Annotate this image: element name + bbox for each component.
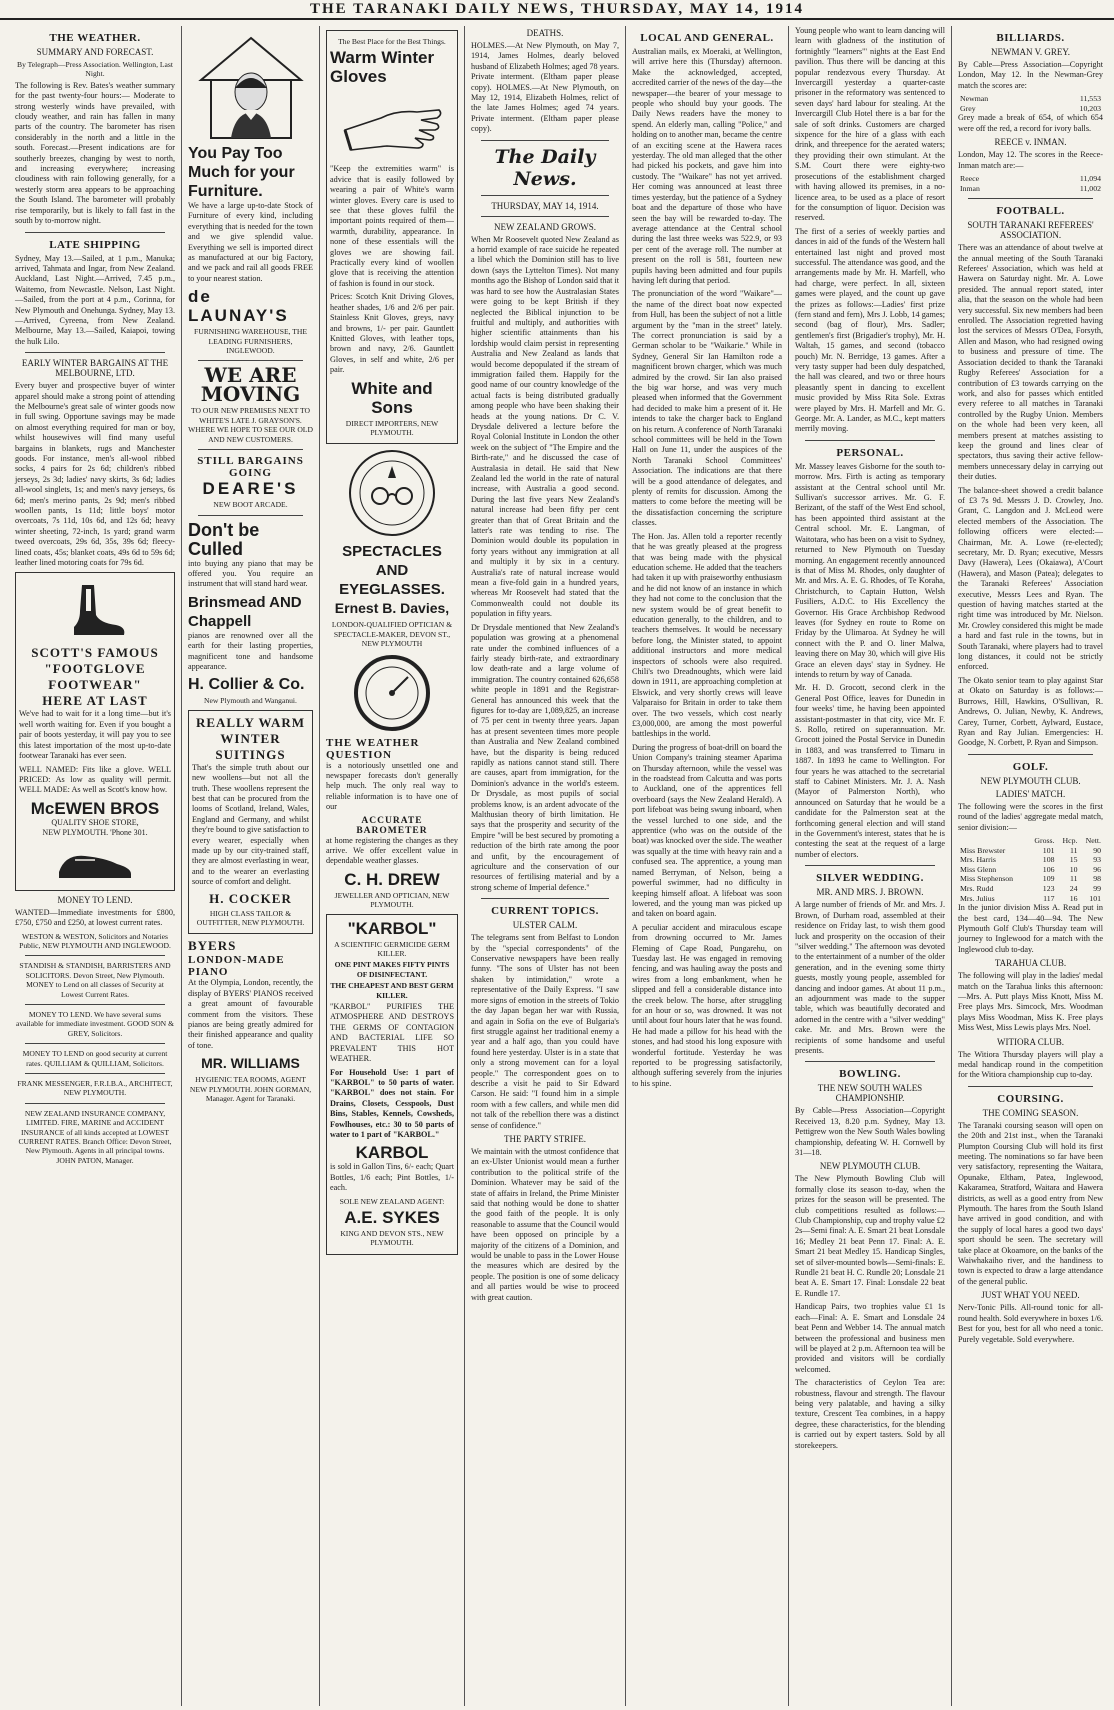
karbol-text: "KARBOL" PURIFIES THE ATMOSPHERE AND DESTROYS THE GERMS OF CONTAGION AND BACTERIAL LIFE SO PREVALENT THIS HOT WEATHER. bbox=[330, 1002, 454, 1064]
coursing-subheading: THE COMING SEASON. bbox=[982, 1107, 1079, 1118]
column-rule bbox=[181, 26, 182, 1706]
golf-article-2: In the junior division Miss A. Read put in the best card, 134—40—94. The New Plymouth Golf Club's Thursday team will journey to Inglewood for a match with the Inglewood club to-day. bbox=[958, 903, 1103, 954]
nz-grows-article: When Mr Roosevelt quoted New Zealand as a horrid example of race suicide he repeated a libel which the Dominion still has to live down (says the Lyttelton Times). Not many months ago the Bishop of London said that it was hard to see how the Australasian States were going to be kept British if they neglected the Biblical injunction to be fruitful and multiply, and authorities with higher scientific attainments than his lordship would claim persist in representing Australia and New Zealand as lands that would become depopulated if the stream of immigration failed them. Happily for the good name of our country knowledge of the actual facts is being distributed gradually among people who have been shaking their heads at the young nations. Dr C. V. Drysdale delivered a lecture before the Royal Colonial Institute in London the other week on the subject of "The Empire and the Birth-rate," and he discussed the case of Australasia in detail. He said that New Zealand led the world in the rate of natural increase, with Australia a good second. During the last five years New Zealand's natural increase had been fifty per cent greater than that of Great Britain and the latter's rate was tending to rise. The Dominion would double its population in forty years without any immigration at all and multiply it by six in a century. Australia's rate of natural increase would mean a five-fold gain in a hundred years, whereas Mr Roosevelt had stated that the Commonwealth could not double its population in fifty years. bbox=[471, 234, 619, 619]
mcewen-name: McEWEN BROS bbox=[30, 798, 160, 818]
need-heading: JUST WHAT YOU NEED. bbox=[981, 1290, 1080, 1301]
deare-name: DEARE'S bbox=[202, 479, 299, 499]
davies-name: Ernest B. Davies, bbox=[334, 600, 450, 617]
party-heading: THE PARTY STRIFE. bbox=[503, 1133, 587, 1144]
gloves-title: Warm Winter Gloves bbox=[330, 48, 435, 87]
williams-name: MR. WILLIAMS bbox=[201, 1055, 300, 1072]
coursing-heading: COURSING. bbox=[997, 1092, 1064, 1105]
table-row: Mrs. Harris 108 15 93 bbox=[960, 855, 1101, 865]
launay-name: de LAUNAY'S bbox=[188, 287, 289, 326]
nz-grows-article-2: Dr Drysdale mentioned that New Zealand's population was growing at a phenomenal rate under the combined influences of a fairly steady birth-rate, and extraordinary low death-rate and a large volume of immigration. The country contained 626,658 white people in 1891 and the Registrar-General has announced this week that the figures for to-day are 1,089,825, an increase of 75 per cent in twenty three years. Japan has at present seventeen times more people than Australia and New Zealand combined have, but the disparity is being reduced rapidly as nations cannot stand still. There are causes, apart from immigration, for the Dominion's advance in the world's esteem. Dr Drysdale, as most pupils of social problems know, is an ardent advocate of the Malthusian theory of birth limitation. He says that the prosperity and security of the Empire "will be best secured by promoting a reduction of the birth rate among the poor and unfit, by the encouragement of agriculture and the conservation of our resources of fertilising material and by a strong scheme of Imperial defence." bbox=[471, 622, 619, 892]
gloves-top-line: The Best Place for the Best Things. bbox=[338, 37, 446, 46]
column-1 bbox=[10, 26, 180, 1706]
money-notice-2: MONEY TO LEND. We have several sums available for immediate investment. GOOD SON & GREY, Solicitors. bbox=[16, 1009, 174, 1038]
scott-text: We've had to wait for it a long time—but it's well worth waiting for. Even if you bought a pair of boots yesterday, it will pay you to see this latest importation of the most up-to-date footwear Taranaki has ever seen. bbox=[19, 709, 171, 761]
tea-article: The characteristics of Ceylon Tea are: robustness, flavour and strength. The flavour being very palatable, and having a silky texture, Crescent Tea combines, in a happy degree, these characteristics, for the blending is carried out by expert tasters. Sold by all storekeepers. bbox=[795, 1378, 945, 1450]
bargains-heading: EARLY WINTER BARGAINS AT THE MELBOURNE, LTD. bbox=[21, 358, 169, 379]
personal-article: Mr. Massey leaves Gisborne for the south to-morrow. Mrs. Firth is acting as temporary assistant at the Central school until Mr. Sullivan's successor arrives. Mr. G. F. Berizant, of the staff of the West End school, has been appointed third assistant at the Central school. Mr. E. Langman, of Waitotara, who has been on a visit to Sydney, returned to New Plymouth on Tuesday morning. An engagement recently announced is that of Miss M. Rhodes, only daughter of Mr. and Mrs. A. E. G. Rhodes, of Te Koraha, Christchurch, to Captain Hutton, Welsh Fusiliers, A.D.C. to His Excellency the Governor. His Grace Archbishop Redwood leaves (for Sydney en route to Rome on Friday by the Ulimaroa. At Sydney he will connect with the P. and O. liner Malwa, leaving there on May 30, which will give His Grace an eleven days' stay in Sydney. He intends to return by way of Canada. bbox=[795, 461, 945, 679]
bowling-article: By Cable—Press Association—Copyright Received 13, 8.20 p.m. Sydney, May 13. Pettigrew won the New South Wales bowling championship, defeating W. H. Cornwell by 31—18. bbox=[795, 1106, 945, 1157]
karbol-sub: A SCIENTIFIC GERMICIDE GERM KILLER. bbox=[334, 939, 450, 959]
column-rule bbox=[464, 26, 465, 1706]
column-rule bbox=[319, 26, 320, 1706]
moving-bargains: STILL BARGAINS GOING bbox=[197, 455, 304, 480]
divider bbox=[968, 198, 1093, 199]
divider bbox=[481, 898, 609, 899]
billiards-subheading: NEWMAN V. GREY. bbox=[990, 47, 1070, 57]
weather-byline: By Telegraph—Press Association. Wellington, Last Night. bbox=[17, 60, 173, 79]
divider bbox=[968, 1086, 1093, 1087]
table-row: Inman 11,002 bbox=[960, 183, 1101, 193]
weston-notice: WESTON & WESTON, Solicitors and Notaries Public, NEW PLYMOUTH AND INGLEWOOD. bbox=[19, 931, 171, 950]
spectacles-title: SPECTACLES AND EYEGLASSES. bbox=[339, 543, 445, 599]
wedding-subheading: MR. AND MRS. J. BROWN. bbox=[816, 887, 924, 898]
billiards-heading: BILLIARDS. bbox=[996, 32, 1065, 44]
column-6 bbox=[790, 26, 950, 1706]
culled-text: into buying any piano that may be offered you. You require an instrument that will stand hard wear. bbox=[188, 558, 313, 589]
barometer-icon bbox=[352, 653, 432, 733]
sykes-name: A.E. SYKES bbox=[344, 1207, 440, 1227]
shipping-heading: LATE SHIPPING bbox=[49, 238, 141, 251]
karbol-usage: For Household Use: 1 part of "KARBOL" to 50 parts of water. "KARBOL" does not stain. For Drains, Closets, Cesspools, Dust Bins, Stables, Kennels, Cowsheds, Fowlhouses, etc.: 30 to 50 parts of water to 1 part of "KARBOL." bbox=[330, 1067, 454, 1139]
golf-article: The following were the scores in the first round of the ladies' aggregate medal match, senior division:— bbox=[958, 801, 1103, 832]
karbol-sold: is sold in Gallon Tins, 6/- each; Quart Bottles, 1/6 each; Pint Bottles, 1/- each. bbox=[330, 1162, 454, 1193]
divider bbox=[25, 1103, 165, 1104]
barometer-bold: ACCURATE BAROMETER bbox=[356, 815, 428, 836]
table-row: Miss Brewster 101 11 90 bbox=[960, 845, 1101, 855]
karbol-agent: SOLE NEW ZEALAND AGENT: bbox=[339, 1196, 445, 1206]
karbol-name: KARBOL bbox=[355, 1143, 429, 1163]
football-subheading: SOUTH TARANAKI REFEREES' ASSOCIATION. bbox=[967, 220, 1094, 241]
mcewen-address: NEW PLYMOUTH. 'Phone 301. bbox=[42, 827, 148, 837]
column-4 bbox=[466, 26, 624, 1706]
divider bbox=[481, 195, 609, 196]
divider bbox=[805, 1061, 935, 1062]
weather-subheading: SUMMARY AND FORECAST. bbox=[36, 47, 154, 57]
williams-sub: HYGIENIC TEA ROOMS, AGENT NEW PLYMOUTH. JOHN GORMAN, Manager. Agent for Taranaki. bbox=[189, 1075, 312, 1104]
divider bbox=[25, 232, 165, 233]
table-row: Grey 10,203 bbox=[960, 103, 1101, 113]
golf-heading: GOLF. bbox=[1012, 760, 1049, 773]
golf-subheading-2: LADIES' MATCH. bbox=[995, 788, 1066, 799]
need-article: Nerv-Tonic Pills. All-round tonic for all-round health. Sold everywhere in boxes 1/6. Best for you, best for all who need a tonic. Purely vegetable. Sold everywhere. bbox=[958, 1303, 1103, 1344]
tarahua-article: The following will play in the ladies' medal match on the Tarahua links this afternoon:—Mrs. A. Putt plays Miss Knott, Miss M. Free plays Mrs. Simcock, Mrs. Woodman plays Miss Woodman, Miss K. Free plays Miss West, Miss Lewis plays Mrs. Noel. bbox=[958, 971, 1103, 1033]
furniture-text: We have a large up-to-date Stock of Furniture of every kind, including everything that is needed for the town and we give splendid value. Everything we sell is imported direct as manufactured at our big Factory, and we pack and rail all goods FREE to your nearest station. bbox=[188, 201, 313, 283]
divider bbox=[968, 754, 1093, 755]
deaths-heading: DEATHS. bbox=[526, 28, 564, 38]
man-thinking-illustration bbox=[191, 30, 311, 140]
money-notice-3: MONEY TO LEND on good security at current rates. QUILLIAM & QUILLIAM, Solicitors. bbox=[22, 1049, 168, 1068]
byers-name: BYERS bbox=[188, 938, 237, 954]
bowling-heading: BOWLING. bbox=[839, 1068, 901, 1081]
column-3 bbox=[321, 26, 463, 1706]
ulster-heading: ULSTER CALM. bbox=[512, 920, 578, 931]
current-topics-heading: CURRENT TOPICS. bbox=[491, 905, 599, 918]
ulster-article: The telegrams sent from Belfast to London by the "special correspondents" of the Conservative newspapers have been really funny. "The sons of Ulster has not been shaken by intimidation," wrote a representative of the Daily Express. "I saw more signs of emotion in the streets of Tokio the day Japan began her war with Russia, and again in Sofia on the eve of Bulgaria's first struggle against her traditional enemy a year and a half ago, than you could have found here yesterday. Ulster is in a state that only a strong movement can for a loyal people." The correspondent goes on to describe a visit he paid to Sir Edward Carson. He said: "I found him in a simple room with a few callers, and while men did not talk of the rebellion there was a distinct sense of confidence." bbox=[471, 933, 619, 1130]
column-rule bbox=[951, 26, 952, 1706]
local-article-4: During the progress of boat-drill on board the Union Company's training steamer Aparima on Thursday afternoon, while the vessel was in the roadstead from Calcutta and was ports to Auckland, one of the apprentices fell overboard (says the New Zealand Herald). A port lifeboat was being swung inboard, when the vessel lurched to one side, and the apprentice (who was on the outside of the boat) was knocked over the side. The weather was squally at the time with heavy rain and a confused sea. The apprentice, a young man named Berryman, of Nelson, being a powerful swimmer, had no difficulty in keeping himself afloat. A lifeboat was soon lowered, and the young man was picked up and taken on board again. bbox=[632, 742, 782, 919]
party-article: We maintain with the utmost confidence that an ex-Ulster Unionist would mean a further contribution to the political strife of the Dominion. Whatever may be said of the state of affairs in Ireland, the Prime Minister said that nothing would be done to shatter the good faith of the people. It is only reasonable to assume that the Council would have been opposed on principle by a majority of the citizens of a Dominion, and would be unable to pass in the Lower House the measures which are desired by the people. The position is one of some delicacy and all parties would be wise to proceed with great caution. bbox=[471, 1146, 619, 1302]
barometer-text-2: at home registering the changes as they arrive. We offer excellent value in dependable weather glasses. bbox=[326, 835, 458, 866]
culled-title: Don't be Culled bbox=[188, 519, 260, 559]
divider bbox=[198, 360, 303, 361]
table-row: Miss Glenn 106 10 96 bbox=[960, 864, 1101, 874]
reece-scores bbox=[958, 174, 1103, 193]
scott-brand: "FOOTGLOVE FOOTWEAR" bbox=[44, 661, 146, 693]
golf-subheading: NEW PLYMOUTH CLUB. bbox=[980, 775, 1081, 786]
deare-sub: NEW BOOT ARCADE. bbox=[213, 500, 288, 510]
masthead: THE TARANAKI DAILY NEWS, THURSDAY, MAY 14, 1914 bbox=[0, 0, 1114, 20]
witiora-article: The Witiora Thursday players will play a medal handicap round in the competition for the Witiora championship cup to-day. bbox=[958, 1049, 1103, 1080]
standish-notice: STANDISH & STANDISH, BARRISTERS AND SOLICITORS. Devon Street, New Plymouth. MONEY to Lend on all classes of Security at Lowest Current Rates. bbox=[19, 961, 171, 999]
reece-article: London, May 12. The scores in the Reece-Inman match are:— bbox=[958, 150, 1103, 170]
shoe-icon bbox=[55, 842, 135, 882]
divider bbox=[25, 955, 165, 956]
paper-title: The Daily News. bbox=[494, 145, 596, 190]
football-heading: FOOTBALL. bbox=[996, 205, 1065, 218]
paper-date: THURSDAY, MAY 14, 1914. bbox=[491, 200, 599, 211]
launay-sub: FURNISHING WAREHOUSE, THE LEADING FURNISHERS, INGLEWOOD. bbox=[194, 327, 307, 356]
insurance-notice: NEW ZEALAND INSURANCE COMPANY, LIMITED. FIRE, MARINE and ACCIDENT INSURANCE of all kinds accepted at LOWEST CURRENT RATES. Branch Office: Devon Street, New Plymouth. Agents in all principal towns. JOHN PATON, Manager. bbox=[18, 1108, 172, 1165]
tarahua-heading: TARAHUA CLUB. bbox=[994, 958, 1067, 969]
gloves-advert bbox=[326, 30, 458, 444]
fancy-article: The first of a series of weekly parties and dances in aid of the funds of the Western hall entertained last night and proved most successful. The attendance was good, and the arrangements made by Mr. H. Marfell, who had charge, were perfect. In all, sixteen games were played, and the count up gave the prizes as follows:—Ladies' first prize (fern stand and fern), Mrs J. Lobb, 14 games; second (bag of flour), Mrs. Sadler; gentlemen's first (Brigadier's trophy), Mr. H. Waltah, 15 games, and second (tobacco pouch) Mr. N. Berridge, 13 games. After a very tasty supper had been duly despatched, the hall was cleared, and two or three hours pleasantly spent in dancing to excellent music provided by Miss Rita Sole. Extras were played by Mrs. H. Marfell and Mr. G. George. Mr. A. Lander, as M.C., kept matters merrily moving. bbox=[795, 226, 945, 434]
wedding-heading: SILVER WEDDING. bbox=[816, 872, 924, 885]
suitings-advert bbox=[188, 710, 313, 935]
football-article: There was an attendance of about twelve at the annual meeting of the South Taranaki Referees' Association, which was held at Hawera on Saturday night. Mr. A. Lowe presided. The annual report stated, inter alia, that the season on the whole had been very successful. Six new members had been enrolled. The Association regretted having lost the services of Messrs O'Dea, Forsyth, Allen and Mason, who had resigned owing to business and pressure of time. The Association decided to thank the Taranaki Rugby Referees' Association for a contribution of £3 towards carrying on the work, and also for passes which entitled every referee to all matches in Taranaki controlled by the Rugby Union. Members on the whole had been very keen, all members present at matches assisting to keep the ground and lines clear of spectators, thus saving their active fellow-members unnecessary delay in carrying out their duties. bbox=[958, 243, 1103, 482]
karbol-cheap: THE CHEAPEST AND BEST GERM KILLER. bbox=[330, 981, 454, 1000]
mcewen-sub: QUALITY SHOE STORE, bbox=[51, 817, 139, 827]
deaths-notices: HOLMES.—At New Plymouth, on May 7, 1914, James Holmes, dearly beloved husband of Elizabeth Holmes; aged 78 years. Private interment. (Eltham paper please copy). HOLMES.—At New Plymouth, on May 12, 1914, Elizabeth Holmes, relict of the late James Holmes; aged 74 years. Private interment. (Eltham paper please copy). bbox=[471, 41, 620, 134]
column-rule bbox=[625, 26, 626, 1706]
table-row: Miss Stephenson 109 11 98 bbox=[960, 874, 1101, 884]
billiards-article: By Cable—Press Association—Copyright London, May 12. In the Newman-Grey match the scores are: bbox=[958, 60, 1103, 90]
messenger-notice: FRANK MESSENGER, F.R.I.B.A., ARCHITECT, NEW PLYMOUTH. bbox=[17, 1079, 173, 1098]
money-text: WANTED—Immediate investments for £800, £750, £750 and £250, at lowest current rates. bbox=[15, 907, 175, 928]
scott-here: HERE AT LAST bbox=[42, 693, 148, 709]
personal-article-2: Mr. H. D. Grocott, second clerk in the General Post Office, leaves for Dunedin in four weeks' time, he having been appointed assistant-postmaster in that city, vice Mr. F. S. Rollo, retired on superannuation. Mr. Grocott joined the Postal Service in Dunedin in 1883, and was transferred to Timaru in 1887. In 1893 he came to Wellington. For four years he was attached to the secretarial staff to Cabinet Ministers. Mr. J. A. Nash (Mayor of Palmerston North), who announced on Saturday that he would be a candidate for the Palmerston seat at the forthcoming general election and will stand in the Government's interest, states that he is contesting the seat at the request of a large number of electors. bbox=[795, 683, 945, 859]
divider bbox=[481, 140, 609, 141]
divider bbox=[481, 216, 609, 217]
club-article: The New Plymouth Bowling Club will formally close its season to-day, when the prizes for the season will be presented. The club competitions resulted as follows:— Club Championship, cup and trophy value £2 2s—Semi final: A. E. Smart 21 beat Lonsdale 16; Medley 21 beat Penn 17. Final: A. E. Smart 21 beat Medley 15. Handicap Singles, set of silver-mounted bowls—Semi-finals: E. Rundle 21 beat H. C. Rundle 20; Lonsdale 21 beat A. E. Smart 17. Final: Lonsdale 22 beat E. Rundle 17. bbox=[795, 1174, 945, 1298]
witiora-heading: WITIORA CLUB. bbox=[997, 1036, 1064, 1047]
white-name: White and Sons bbox=[351, 378, 433, 417]
cocker-sub: HIGH CLASS TAILOR & OUTFITTER, NEW PLYMOUTH. bbox=[196, 908, 305, 928]
collier-address: New Plymouth and Wanganui. bbox=[204, 696, 297, 706]
divider bbox=[25, 352, 165, 353]
dance-article: Young people who want to learn dancing will learn with gladness of the institution of fortnightly "learners'" nights at the East End pavilion. Thus there will be dancing at this popular rendezvous every Thursday. At Invercargill yesterday a quarter-caste prisoner in the reformatory was sentenced to seven days' hard labour for stealing. At the Invercargill Club Hotel there is a bar for the sale of soft drinks. Customers are charged sixpence for the hire of a glass with each drink, and threepence for the aerated waters; they providing their own stimulant. At the S.M. Court there were eighty-two prosecutions of the establishment charged with having allowed its premises, in a no-licence area, to be used as a place of resort for the consumption of liquor. Decision was reserved. bbox=[795, 26, 945, 223]
club-article-2: Handicap Pairs, two trophies value £1 1s each—Final: A. E. Smart and Lonsdale 24 beat Penn and Webber 14. The annual match between the professional and business men will be played at 2 p.m. Afternoon tea will be provided and visitors will be cordially welcomed. bbox=[795, 1302, 945, 1374]
golf-scores bbox=[958, 836, 1103, 903]
column-rule bbox=[788, 26, 789, 1706]
boot-icon bbox=[60, 581, 130, 641]
gloves-prices: Prices: Scotch Knit Driving Gloves, heather shades, 1/6 and 2/6 per pair. Stainless Knit Gloves, greys, navy and browns, 1/- per pair. Gauntlett Knitted Gloves, with leather tops, brown and navy, 2/6. Gauntlett Gloves, in self and white, 2/6 per pair. bbox=[330, 292, 454, 375]
suitings-text: That's the simple truth about our new woollens—but not all the truth. These woollens represent the best that can be procured from the looms of Scotland, Ireland, Wales, England and Germany, and whilst they're bound to give satisfaction to every wearer, especially when made up by our city-trained staff, they are almost everlasting in wear, and to the wearer an everlasting source of comfort and delight. bbox=[192, 762, 309, 887]
white-sub: DIRECT IMPORTERS, NEW PLYMOUTH. bbox=[345, 418, 439, 437]
karbol-advert bbox=[326, 914, 458, 1255]
local-article-3: The Hon. Jas. Allen told a reporter recently that he was greatly pleased at the progress that was being made with the physical education scheme. He added that the teachers had taken it up with praiseworthy enthusiasm and he did not know of an instance in which they had not come to the conclusion that the new system would be of great benefit to education generally, to the children, and to teachers themselves. It would be necessary before long, the Minister stated, to appoint additional instructors and more medical inspectors of schools were also required. Chili's two Dreadnoughts, which were laid down in 1911, are approaching completion at Elswick, and very shortly crews will leave Valparaiso for Britain in order to take them over. The two vessels, which cost nearly £3,000,000, are among the most powerful battleships in the world. bbox=[632, 531, 782, 739]
table-row: Mrs. Julius 117 16 101 bbox=[960, 893, 1101, 903]
barometer-text: is a notoriously unsettled one and newspaper forecasts don't generally help much. The only real way to reliable information is to have one of our bbox=[326, 760, 458, 812]
club-heading: NEW PLYMOUTH CLUB. bbox=[819, 1161, 921, 1172]
brinsmead-title: Brinsmead AND Chappell bbox=[188, 593, 302, 630]
piano-title: LONDON-MADE PIANO bbox=[188, 954, 285, 979]
moving-title: WE ARE MOVING bbox=[200, 363, 301, 407]
drew-name: C. H. DREW bbox=[344, 869, 440, 889]
local-article-5: A peculiar accident and miraculous escape from drowning occurred to Mr. James Fleming of Cape Road, Pungarehu, on Tuesday last. He was engaged in removing fencing, and was hauling away the posts and wires from a long embankment, when he slipped and fell a considerable distance into the creek below. The horse, after struggling for an hour or so, was drowned. It was not until about four hours later that he was found. He had made a pillow for his head with the stones, and had stood his long exposure with wonderful fortitude. Yesterday he was reported to be progressing satisfactorily, although suffering severely from the injuries to his spine. bbox=[632, 922, 782, 1088]
scott-title: SCOTT'S FAMOUS bbox=[31, 645, 159, 661]
barometer-title: THE WEATHER QUESTION bbox=[326, 736, 420, 761]
moving-text: TO OUR NEW PREMISES NEXT TO WHITE'S LATE J. GRAYSON'S. WHERE WE HOPE TO SEE OUR OLD AND NEW CUSTOMERS. bbox=[188, 406, 313, 444]
divider bbox=[805, 865, 935, 866]
drew-sub: JEWELLER AND OPTICIAN, NEW PLYMOUTH. bbox=[334, 890, 450, 910]
cocker-name: H. COCKER bbox=[209, 890, 292, 906]
furniture-title: You Pay Too Much for your Furniture. bbox=[188, 145, 295, 200]
collier-name: H. Collier & Co. bbox=[188, 676, 305, 694]
column-2 bbox=[183, 26, 318, 1706]
table-header: Gross. Hcp. Nett. bbox=[1034, 835, 1101, 845]
divider bbox=[805, 440, 935, 441]
shipping-article: Sydney, May 13.—Sailed, at 1 p.m., Manuka; arrived, Tahmata and Ingar, from New Zealand. Auckland, Last Night.—Arrived, 7.45 p.m., Waitemo, from Newcastle. Nelson, Last Night.—Sailed, from the port at 4 p.m., Corinna, for New Plymouth and Onehunga. Sydney, May 13.—Arrived, Cyreena, from New Zealand. Melbourne, May 13.—Sailed, Kaiapoi, towing the hulk Lilo. bbox=[15, 253, 175, 346]
weather-heading: THE WEATHER. bbox=[49, 32, 141, 44]
divider bbox=[198, 515, 303, 516]
nz-grows-heading: NEW ZEALAND GROWS. bbox=[493, 221, 597, 232]
local-heading: LOCAL AND GENERAL. bbox=[640, 32, 774, 44]
divider bbox=[25, 1073, 165, 1074]
column-7 bbox=[953, 26, 1108, 1706]
local-article: Australian mails, ex Moeraki, at Wellington, will arrive here this (Thursday) afternoon. Make the acknowledged, accepted, accredited carrier of the news of the day—the newspaper—the bearer of your message to people who should buy your goods. The Daily News readers have the money to spend. An elderly man, calling "Police," and holding on to another man, became the centre of an exciting scene at the Hawera races yesterday. The old man alleged that the other had picked his pockets, and gave him into custody. The "Waikare" has not yet arrived. Her coming was announced at least three times yesterday, but the patience of a Sydney boat and the departure of those who have seen the bay will be rewarded to-day. The average attendance at the Central school during the last three weeks was 522.9, or 93 per cent of the average roll. The number at present on the roll is 581, fourteen new pupils having been admitted and four pupils having left during that period. bbox=[632, 47, 782, 285]
money-heading: MONEY TO LEND. bbox=[57, 894, 133, 905]
suitings-title: REALLY WARM WINTER SUITINGS bbox=[195, 714, 306, 762]
wedding-article: A large number of friends of Mr. and Mrs. J. Brown, of Durham road, assembled at their residence on Friday last, to wish them good luck and prosperity on the occasion of their "silver wedding." The afternoon was devoted to the entertainment of a number of the older generation, and in the evening some thirty guests, mostly young people, assembled for dancing and indoor games. At about 11 p.m., an adjournment was made to the supper table, which was beautifully decorated and adorned in the centre with a "silver wedding" cake. Mr. and Mrs. Brown were the recipients of some handsome and useful presents. bbox=[795, 900, 945, 1055]
davies-sub: LONDON-QUALIFIED OPTICIAN & SPECTACLE-MAKER, DEVON ST., NEW PLYMOUTH bbox=[331, 620, 453, 649]
bowling-subheading: THE NEW SOUTH WALES CHAMPIONSHIP. bbox=[817, 1083, 923, 1104]
billiards-article-2: Grey made a break of 654, of which 654 were off the red, a record for ivory balls. bbox=[958, 113, 1103, 133]
table-row: Reece 11,094 bbox=[960, 174, 1101, 184]
weather-article: The following is Rev. Bates's weather summary for the past twenty-four hours:— Moderate to strong westerly winds have prevailed, with cloudy weather, and rain has fallen in many parts of the country. The barometer has risen considerably in the north and a little in the south. Forecast.—Present indications are for southerly breezes, changing by west to north, and increasing everywhere; increasing cloudiness with rain following generally, for a westerly storm area appears to be approaching the South Island. The barometer will probably rise temporarily, but is likely to fall fast in the south by to-morrow night. bbox=[15, 80, 175, 226]
football-article-3: The Okato senior team to play against Star at Okato on Saturday is as follows:—Burrows, Hill, Hawkins, O'Sullivan, R. Andrews, O. Julian, Newby, K. Andrews, Carey, Turner, Corbett, Aylward, Eustace, Ryan and Ray Julian. Emergencies: H. Goodge, N. Corbett, P. Ryan and Simpson. bbox=[958, 675, 1103, 748]
karbol-title: "KARBOL" bbox=[347, 918, 437, 938]
football-article-2: The balance-sheet showed a credit balance of £3 7s 9d. Messrs J. D. Crowley, Jno. Grant, C. Langdon and J. McLeod were elected members of the Association. The following officers were elected:—Chairman, Mr. A. Lowe (re-elected); secretary, Mr. D. Ryan; executive, Messrs Davy (Hawera), Lees (Okaiawa), A'Court (Hawera), and Mason (Patea); delegates to the Taranaki Referees' Association executive, Messrs Lees and Ryan. The question of having matches started at the right time was introduced by Mr. Nielson. Mr. Crowley considered this might be made a hard and fast rule in the towns, but in South Taranaki, where players had to travel long distances, it could not be strictly enforced. bbox=[958, 485, 1103, 672]
brinsmead-text: pianos are renowned over all the earth for their lasting properties, magnificent tone and handsome appearance. bbox=[188, 630, 313, 671]
scott-claims: WELL NAMED: Fits like a glove. WELL PRICED: As low as quality will permit. WELL MADE: As well as Scott's know how. bbox=[19, 764, 171, 795]
local-article-2: The pronunciation of the word "Waikare"—the name of the direct boat now expected from Hull, has been the subject of not a little argument by the "man in the street" lately. The correct pronunciation is said by a German scholar to be "Waikarie." While in Sydney, General Sir Ian Hamilton rode a magnificent brown charger, which was much admired by the crowd. Sir Ian also praised the big war horse, and was very much pleased when informed that the Government had decided to make him a present of it. He intends to take the charger back to England on his return. A conference of North Taranaki school committees will be held in the Town Hall on June 11, under the auspices of the North Taranaki School Committees' Association. The indications are that there will be a good attendance of delegates, and plenty of remits for discussion. Among the matters to come before the meeting will be the dissatisfaction concerning the scripture classes. bbox=[632, 289, 782, 528]
scott-advert bbox=[15, 572, 175, 890]
piano-text: At the Olympia, London, recently, the display of BYERS' PIANOS received a great amount of favourable comment from the visitors. These pianos are being greatly admired for their finished appearance and quality of tone. bbox=[188, 978, 313, 1050]
bargains-article: Every buyer and prospective buyer of winter apparel should make a strong point of attending the Melbourne's great sale of winter goods now in full swing. Opportune savings may be made on almost everything required for man or boy, whilst housewives will find many useful bargains in blankets, rugs and Manchester goods. For instance, men's all-wool ribbed socks, 4 pairs for 2s 6d; children's ribbed jerseys, 2s 3d; ladies' navy skirts, 3s 6d; ladies all-wool singlets, 1s; and men's navy jerseys, 6s 6d; men's merino pants, 2s 9d; men's ribbed woollen pants, 1s 11d; little boys' motor overcoats, 7s 11d, 10s 6d, and 12s 6d; heavy winter sheeting, 72-inch, 1s yard; grand warm tweed overcoats, 29s 6d, 35s, 39s 6d; fleecy-lined coats, 45s; blanket coats, 49s 6d to 59s 6d; leather lined motoring coats for 79s 6d. bbox=[15, 381, 175, 568]
glove-icon bbox=[337, 90, 447, 160]
table-row: Newman 11,553 bbox=[960, 94, 1101, 104]
sykes-sub: KING AND DEVON STS., NEW PLYMOUTH. bbox=[340, 1228, 444, 1248]
gloves-text: "Keep the extremities warm" is advice that is easily followed by wearing a pair of White's warm winter gloves. Every care is used to see that these gloves fulfil the important points required of them—warmth, durability, appearance. In none of these essentials will the gloves we are showing fail. Practically every kind of woollen glove that is receiving the attention of fashion is found in our stock. bbox=[330, 164, 454, 288]
reece-heading: REECE v. INMAN. bbox=[994, 137, 1067, 148]
divider bbox=[25, 1004, 165, 1005]
divider bbox=[198, 449, 303, 450]
column-5 bbox=[627, 26, 787, 1706]
coursing-article: The Taranaki coursing season will open on the 20th and 21st inst., when the Taranaki Plumpton Coursing Club will hold its first meeting. The nominations so far have been very satisfactory, representing the Waitara, Opunake, Eltham, Patea, Inglewood, Kakaramea, Stratford, Waitara and Hawera districts, as well as a good entry from New Plymouth. The hares from the South Island have arrived in good condition, and with the supply of local hares a good two days' sport should be seen. The secretary will take place at Okoamore, on the banks of the Waiwhakaiho river, and the handiness to town is expected to draw a large attendance of the general public. bbox=[958, 1120, 1103, 1286]
optician-seal-icon bbox=[347, 448, 437, 538]
karbol-pint: ONE PINT MAKES FIFTY PINTS OF DISINFECTANT. bbox=[334, 960, 450, 979]
table-row: Mrs. Rudd 123 24 99 bbox=[960, 883, 1101, 893]
personal-heading: PERSONAL. bbox=[836, 446, 904, 459]
divider bbox=[25, 1043, 165, 1044]
billiards-scores bbox=[958, 94, 1103, 113]
